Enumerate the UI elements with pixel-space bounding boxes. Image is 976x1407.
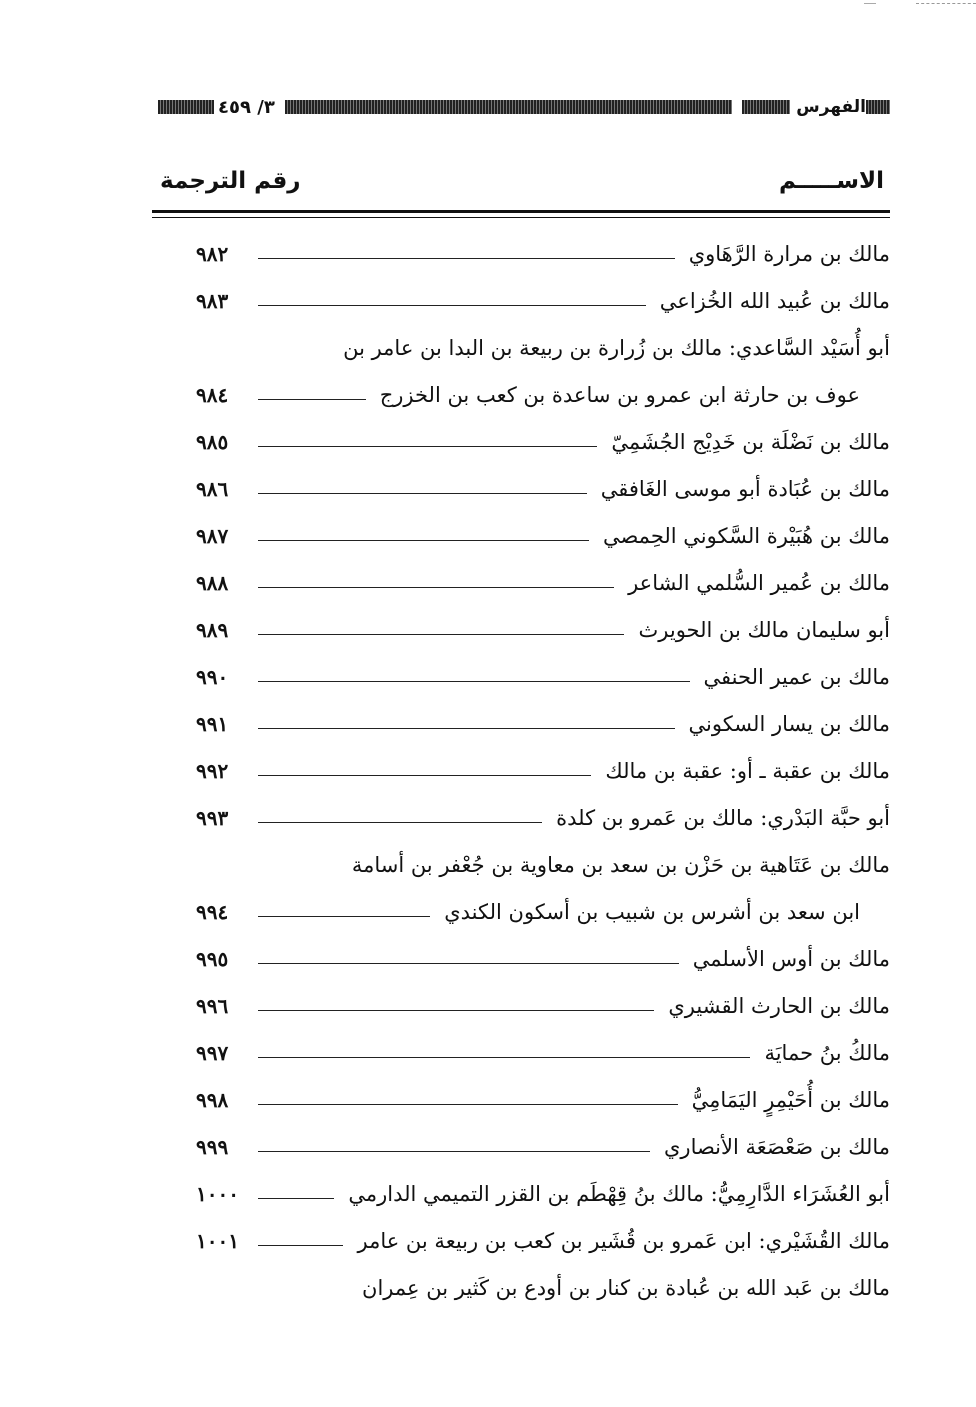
index-entry [160, 234, 890, 281]
dot-leader-line [258, 305, 646, 306]
dot-leader-line [258, 1151, 650, 1152]
entry-name: مالك بن عَتَاهية بن حَزْن بن سعد بن معاوية بن جُعْفر بن أسامة [351, 853, 890, 877]
index-entry [160, 939, 890, 986]
scan-edge-mark [916, 3, 976, 4]
dot-leader-line [258, 775, 591, 776]
entry-number: ١٠٠٠ [196, 1182, 239, 1206]
index-entry [160, 563, 890, 610]
entry-number: ٩٨٢ [196, 242, 229, 266]
dot-leader-line [258, 1245, 343, 1246]
entry-name: مالك بن عُمير السُّلمي الشاعر [628, 571, 890, 595]
header-rule-thin [152, 217, 890, 218]
entry-number: ٩٨٧ [196, 524, 229, 548]
header-ornament-bar [742, 100, 790, 114]
entry-name: مالك القُشَيْري: ابن عَمرو بن قُشَير بن كعب بن ربيعة بن عامر [357, 1229, 890, 1253]
index-entry [160, 610, 890, 657]
scan-edge-mark-small [864, 3, 876, 4]
entry-name: مالك بن الحارث القشيري [668, 994, 890, 1018]
entry-name: مالك بن عمير الحنفي [703, 665, 890, 689]
dot-leader-line [258, 681, 690, 682]
index-entry [160, 328, 890, 375]
column-header-name: الاســـــم [779, 168, 884, 194]
entry-name: مالكُ بنُ حمايَة [764, 1041, 890, 1065]
index-entry [160, 704, 890, 751]
index-entry [160, 845, 890, 892]
entry-name: مالك بن يسار السكوني [688, 712, 890, 736]
dot-leader-line [258, 963, 679, 964]
entry-number: ١٠٠١ [196, 1229, 239, 1253]
entry-name: مالك بن عَبد الله بن عُبادة بن كنار بن أودع بن كَثير بن عِمران [362, 1276, 890, 1300]
entry-number: ٩٨٣ [196, 289, 229, 313]
entry-name: مالك بن هُبَيْرة السَّكوني الحِمصي [602, 524, 890, 548]
header-ornament-bar [285, 100, 732, 114]
index-entry [160, 1127, 890, 1174]
dot-leader-line [258, 1198, 334, 1199]
entry-number: ٩٨٨ [196, 571, 229, 595]
header-ornament-bar [158, 100, 214, 114]
entry-name: مالك بن صَعْصَعَة الأنصاري [663, 1135, 890, 1159]
entry-name: مالك بن عُبَادة أبو موسى الغَافقي [600, 477, 890, 501]
index-entry [160, 892, 890, 939]
dot-leader-line [258, 587, 614, 588]
dot-leader-line [258, 822, 542, 823]
entry-number: ٩٩٧ [196, 1041, 229, 1065]
entry-number: ٩٨٥ [196, 430, 229, 454]
dot-leader-line [258, 493, 587, 494]
page-reference: ٣/ ٤٥٩ [218, 96, 275, 118]
index-entry [160, 422, 890, 469]
entry-number: ٩٨٩ [196, 618, 229, 642]
dot-leader-line [258, 1104, 678, 1105]
index-entry [160, 1033, 890, 1080]
entry-number: ٩٩٠ [196, 665, 229, 689]
entry-number: ٩٩٥ [196, 947, 229, 971]
entry-name: أبو العُشَرَاء الدَّارِمِيُّ: مالك بنُ قِهْطَم بن القزر التميمي الدارمي [348, 1182, 890, 1206]
entry-name: مالك بن أوس الأسلمي [692, 947, 890, 971]
dot-leader-line [258, 540, 589, 541]
dot-leader-line [258, 728, 675, 729]
header-ornament-bar [866, 100, 890, 114]
index-entry [160, 657, 890, 704]
index-entry [160, 1221, 890, 1268]
index-entry [160, 986, 890, 1033]
index-entry [160, 516, 890, 563]
entry-number: ٩٩٨ [196, 1088, 229, 1112]
dot-leader-line [258, 1010, 654, 1011]
dot-leader-line [258, 446, 597, 447]
dot-leader-line [258, 916, 430, 917]
entry-number: ٩٨٤ [196, 383, 229, 407]
index-entry [160, 1080, 890, 1127]
entry-number: ٩٩٦ [196, 994, 229, 1018]
index-entry [160, 751, 890, 798]
header-rule-thick [152, 210, 890, 213]
entry-name: أبو حبَّة البَدْري: مالك بن عَمرو بن كلدة [556, 806, 890, 830]
entry-name: ابن سعد بن أشرس بن شبيب بن أسكون الكندي [444, 900, 860, 924]
entry-name: أبو أُسَيْد السَّاعدي: مالك بن زُرارة بن ربيعة بن البدا بن عامر بن [343, 336, 890, 360]
entry-name: أبو سليمان مالك بن الحويرث [638, 618, 890, 642]
entry-number: ٩٩١ [196, 712, 229, 736]
entry-number: ٩٩٣ [196, 806, 229, 830]
entry-name: مالك بن مرارة الرَّهَاوي [688, 242, 890, 266]
section-title: الفهرس [796, 97, 866, 117]
index-entry [160, 1268, 890, 1315]
entry-number: ٩٨٦ [196, 477, 229, 501]
index-entry [160, 1174, 890, 1221]
running-header [158, 94, 890, 120]
dot-leader-line [258, 634, 624, 635]
entry-number: ٩٩٤ [196, 900, 229, 924]
index-entry [160, 281, 890, 328]
dot-leader-line [258, 258, 675, 259]
entry-number: ٩٩٢ [196, 759, 229, 783]
index-entry-list [160, 234, 890, 1315]
index-entry [160, 798, 890, 845]
dot-leader-line [258, 399, 366, 400]
dot-leader-line [258, 1057, 750, 1058]
entry-number: ٩٩٩ [196, 1135, 229, 1159]
index-entry [160, 469, 890, 516]
entry-name: مالك بن نَضْلَة بن خَدِيْج الجُشَمِيّ [611, 430, 890, 454]
entry-name: عوف بن حارثة ابن عمرو بن ساعدة بن كعب بن الخزرج [379, 383, 860, 407]
index-entry [160, 375, 890, 422]
column-header-number: رقم الترجمة [160, 168, 301, 194]
entry-name: مالك بن عقبة ـ أو: عقبة بن مالك [605, 759, 890, 783]
entry-name: مالك بن أُحَيْمِرٍ اليَمَامِيُّ [691, 1088, 890, 1112]
entry-name: مالك بن عُبيد الله الخُزاعي [659, 289, 890, 313]
